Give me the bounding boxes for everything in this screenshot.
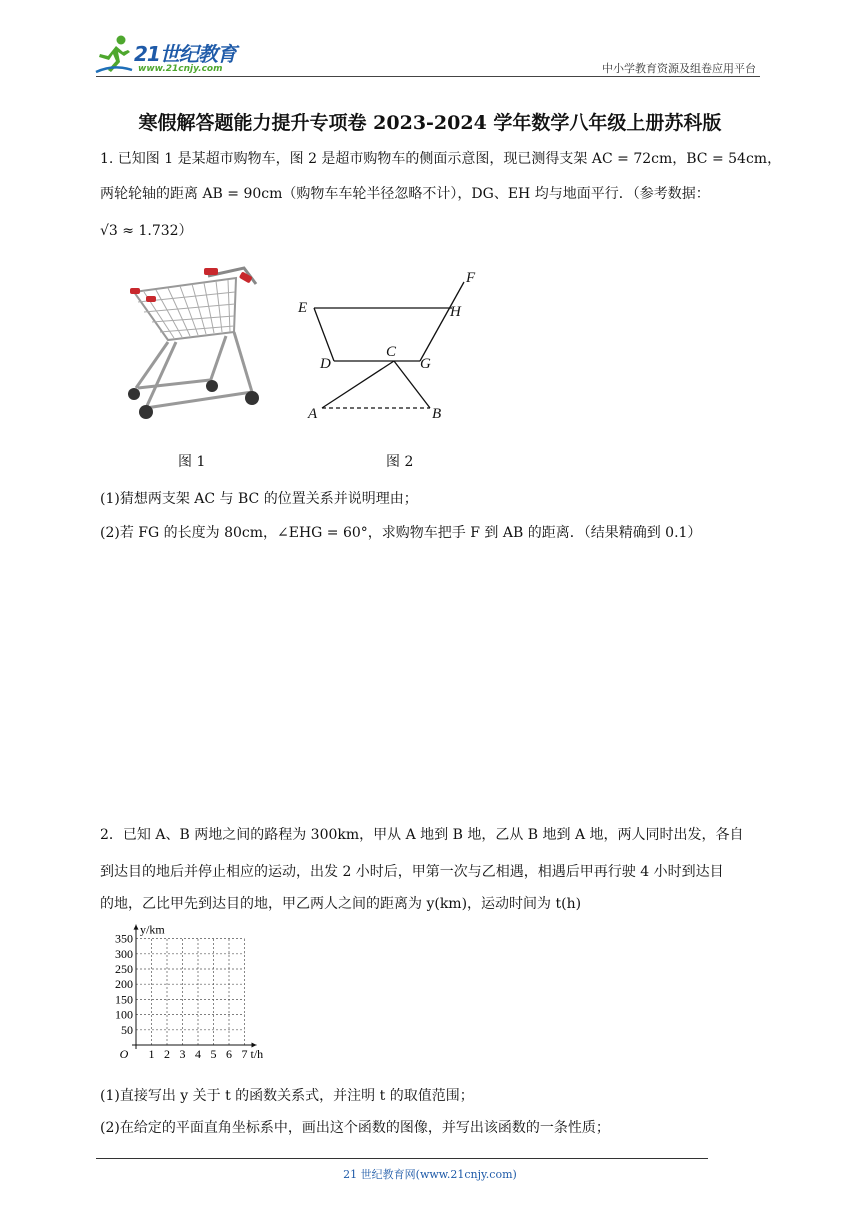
q1-subquestion-1: (1)猜想两支架 AC 与 BC 的位置关系并说明理由； xyxy=(100,491,418,507)
y-tick-label: 100 xyxy=(115,1007,133,1022)
label-c: C xyxy=(386,344,397,360)
q2-text-line3: 的地，乙比甲先到达目的地，甲乙两人之间的距离为 y(km)，运动时间为 t(h) xyxy=(100,896,582,912)
logo-main-text: 21世纪教育 xyxy=(134,42,236,66)
figure-2-diagram xyxy=(290,262,490,432)
x-tick-label: 1 xyxy=(148,1047,155,1061)
label-a: A xyxy=(308,406,318,422)
y-axis-arrow xyxy=(134,925,139,930)
label-h: H xyxy=(450,304,461,320)
q2-text-line2: 到达目的地后并停止相应的运动，出发 2 小时后，甲第一次与乙相遇，相遇后甲再行驶 4 小时到达目 xyxy=(100,864,724,880)
x-tick-label: 5 xyxy=(210,1047,217,1061)
header-divider xyxy=(96,76,760,77)
y-tick-label: 350 xyxy=(115,931,133,946)
label-g: G xyxy=(420,356,431,372)
runner-logo-icon xyxy=(94,34,134,76)
label-e: E xyxy=(298,300,308,316)
q2-subquestion-1: (1)直接写出 y 关于 t 的函数关系式，并注明 t 的取值范围； xyxy=(100,1088,474,1104)
figure-2-caption: 图 2 xyxy=(386,454,414,470)
q2-subquestion-2: (2)在给定的平面直角坐标系中，画出这个函数的图像，并写出该函数的一条性质； xyxy=(100,1120,610,1136)
logo-url-text: www.21cnjy.com xyxy=(138,64,223,74)
figure-1-caption: 图 1 xyxy=(178,454,206,470)
label-f: F xyxy=(466,270,476,286)
y-tick-label: 150 xyxy=(115,992,133,1007)
segment-gf xyxy=(420,282,464,361)
y-tick-label: 250 xyxy=(115,962,133,976)
segment-ed xyxy=(314,308,334,361)
origin-label: O xyxy=(119,1047,129,1061)
label-d: D xyxy=(320,356,331,372)
y-axis-label: y/km xyxy=(140,924,165,937)
q1-text-line3: √3 ≈ 1.732） xyxy=(100,223,193,239)
y-tick-label: 300 xyxy=(115,946,133,961)
q2-text-line1: 2．已知 A、B 两地之间的路程为 300km，甲从 A 地到 B 地，乙从 B 地到 A 地，两人同时出发，各自 xyxy=(100,827,744,843)
header-right-text: 中小学教育资源及组卷应用平台 xyxy=(602,62,756,75)
footer-text: 21 世纪教育网(www.21cnjy.com) xyxy=(343,1168,517,1181)
label-b: B xyxy=(432,406,442,422)
coordinate-grid-svg xyxy=(94,924,264,1072)
x-tick-label: 7 xyxy=(241,1047,248,1061)
q1-subquestion-2: (2)若 FG 的长度为 80cm，∠EHG = 60°，求购物车把手 F 到 AB 的距离．（结果精确到 0.1） xyxy=(100,525,702,541)
q1-text-line1: 1. 已知图 1 是某超市购物车，图 2 是超市购物车的侧面示意图，现已测得支架 AC = 72cm，BC = 54cm， xyxy=(100,151,782,167)
x-tick-label: 3 xyxy=(179,1047,186,1061)
page-title: 寒假解答题能力提升专项卷 2023-2024 学年数学八年级上册苏科版 xyxy=(138,112,722,134)
figure-1-shopping-cart xyxy=(116,262,272,422)
y-tick-label: 200 xyxy=(115,977,133,992)
x-axis-label: t/h xyxy=(250,1047,264,1061)
segment-ac xyxy=(322,361,394,408)
x-tick-label: 2 xyxy=(164,1047,170,1061)
x-tick-label: 4 xyxy=(195,1047,201,1061)
footer-divider xyxy=(96,1158,708,1159)
coordinate-grid-chart xyxy=(94,924,264,1072)
x-tick-label: 6 xyxy=(226,1047,232,1061)
site-logo xyxy=(94,34,264,78)
q1-text-line2: 两轮轮轴的距离 AB = 90cm（购物车车轮半径忽略不计），DG、EH 均与地面平行．（参考数据： xyxy=(100,186,710,202)
y-tick-label: 50 xyxy=(121,1022,133,1037)
shopping-cart-icon xyxy=(116,262,272,422)
